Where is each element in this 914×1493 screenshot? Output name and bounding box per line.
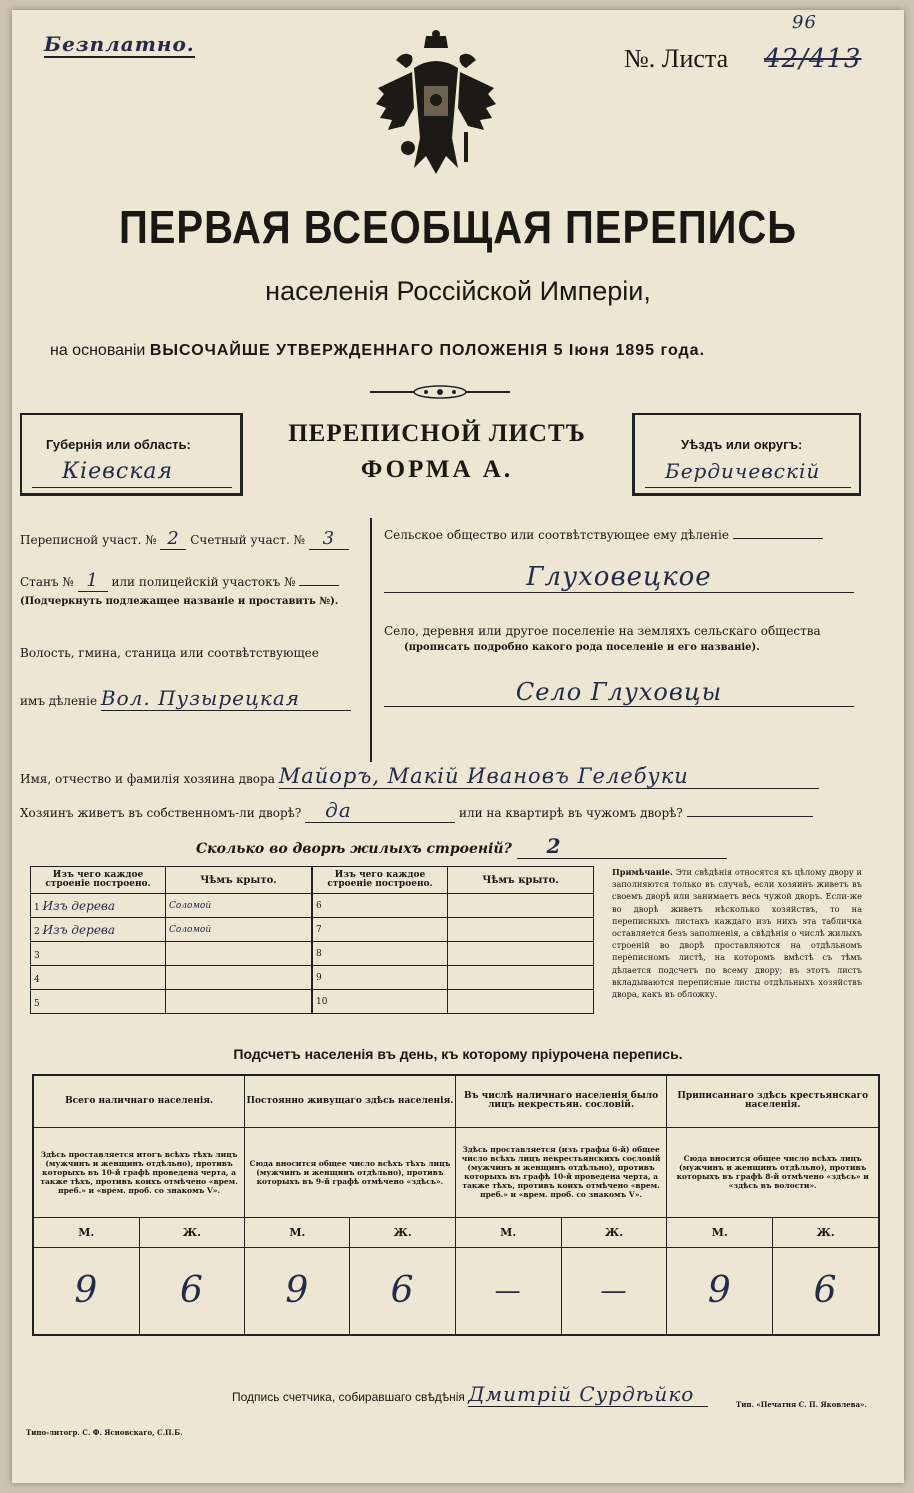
- page-subtitle: населенія Россійской Имперіи,: [265, 276, 651, 306]
- buildings-value: 2: [517, 834, 727, 859]
- total-m: 9: [33, 1247, 139, 1335]
- owner-name-row: Имя, отчество и фамилія хозяина двора Майоръ, Макій Ивановъ Гелебуки: [20, 764, 819, 789]
- signature-label: Подпись счетчика, собиравшаго свѣдѣнія: [232, 1390, 465, 1404]
- buildings-col-roof: Чѣмъ крыто.: [166, 867, 312, 894]
- signature-row: [232, 1382, 708, 1407]
- village-value: Село Глуховцы: [384, 678, 854, 707]
- form-name: ФОРМА А.: [360, 456, 514, 483]
- count-head-total: Всего наличнаго населенія.: [33, 1075, 245, 1127]
- buildings-table-right: Изъ чего каждое строеніе построено. Чѣмъ крыто. 6 7 8 9 10: [312, 866, 594, 1014]
- society-value: Глуховецкое: [384, 562, 854, 593]
- total-f: 6: [139, 1247, 245, 1335]
- underline-note: (Подчеркнуть подлежащее названіе и проставить №).: [20, 596, 339, 607]
- corner-number: 96: [792, 12, 817, 33]
- stan-row: Станъ № 1 или полицейскій участокъ №: [20, 570, 339, 592]
- double-headed-eagle-icon: [374, 28, 498, 178]
- free-label: Безплатно.: [44, 32, 195, 56]
- count-head-nonpeasant: Въ числѣ наличнаго населенія было лицъ некрестьян. сословій.: [455, 1075, 667, 1127]
- peasant-m: 9: [667, 1247, 773, 1335]
- page-title: ПЕРВАЯ ВСЕОБЩАЯ ПЕРЕПИСЬ: [119, 202, 797, 254]
- table-row: 9: [313, 966, 594, 990]
- nonpeasant-f: —: [561, 1247, 667, 1335]
- table-row: 8: [313, 942, 594, 966]
- form-title: ПЕРЕПИСНОЙ ЛИСТЪ: [288, 420, 586, 447]
- uezd-value: Бердичевскій: [665, 459, 821, 483]
- table-row: 1 Изъ дерева Соломой: [31, 894, 312, 918]
- nonpeasant-m: —: [455, 1247, 561, 1335]
- buildings-row: Сколько во дворѣ жилыхъ строеній? 2: [196, 834, 727, 859]
- volost-row: имъ дѣленіе Вол. Пузырецкая: [20, 686, 351, 711]
- note-block: [612, 866, 862, 1000]
- uezd-label: Уѣздъ или округъ:: [681, 437, 803, 452]
- gubernia-label: Губернія или область:: [46, 437, 191, 452]
- owner-name-value: Майоръ, Макій Ивановъ Гелебуки: [279, 764, 819, 789]
- volost-value: Вол. Пузырецкая: [101, 686, 351, 711]
- sheet-no-value: 42/413: [764, 44, 862, 74]
- volost-label: Волость, гмина, станица или соотвѣтствующее: [20, 646, 319, 660]
- owner-own-row: Хозяинъ живетъ въ собственномъ-ли дворѣ? да или на квартирѣ въ чужомъ дворѣ?: [20, 798, 813, 823]
- gubernia-value: Кіевская: [62, 459, 174, 484]
- count-table: Всего наличнаго населенія. Постоянно живущаго здѣсь населенія. Въ числѣ наличнаго населенія было лицъ некрестьян. сословій. Приписаннаго здѣсь крестьянскаго населенія. Здѣсь проставляется итогъ всѣхъ тѣхъ лицъ (мужчинъ и женщинъ отдѣльно), противъ которыхъ въ 10-й графѣ проведена черта, а также тѣхъ, противъ коихъ отмѣчено «врем. преб.» и «врем. проб. со знакомъ V». Сюда вносится общее число всѣхъ тѣхъ лицъ (мужчинъ и женщинъ отдѣльно), противъ которыхъ въ 9-й графѣ отмѣчено «здѣсь». Здѣсь проставляется (изъ графы 6-й) общее число всѣхъ лицъ некрестьянскихъ сословій (мужчинъ и женщинъ отдѣльно), противъ которыхъ въ графѣ 10-й проведена черта, а также тѣхъ, противъ коихъ отмѣчено «врем. преб.» и «врем. проб. со знакомъ V». Сюда вносится общее число всѣхъ лицъ (мужчинъ и женщинъ отдѣльно), противъ которыхъ въ графѣ 8-й отмѣчено «здѣсь» и «здѣсь въ волости». М. Ж. М. Ж. М. Ж. М. Ж. 9 6 9 6 — — 9 6: [32, 1074, 880, 1336]
- basis-line: [50, 342, 705, 360]
- signature-value: Дмитрій Сурдѣйко: [468, 1382, 708, 1407]
- buildings-col-material: Изъ чего каждое строеніе построено.: [31, 867, 166, 894]
- count-head-permanent: Постоянно живущаго здѣсь населенія.: [245, 1075, 456, 1127]
- peasant-f: 6: [773, 1247, 879, 1335]
- gubernia-box: [20, 413, 243, 496]
- table-row: 6: [313, 894, 594, 918]
- census-sheet: [12, 10, 904, 1483]
- note-text: Эти свѣдѣнія относятся къ цѣлому двору и заполняются только въ случаѣ, если хозяинъ живетъ въ своемъ дворѣ или занимаетъ весь чужой дворъ. Если-же во дворѣ живетъ нѣсколько хозяйствъ, то на переписныхъ листахъ каждаго изъ нихъ эта табличка оставляется безъ заполненія, а свѣдѣнія о числѣ жилыхъ строеній во дворѣ проставляются на отдѣльномъ переписномъ листѣ, на которомъ вмѣстѣ съ тѣмъ дѣлается подсчетъ по всему двору; въ этотъ листъ вкладываются переписные листы отдѣльныхъ хозяйствъ двора, какъ въ обложку.: [612, 867, 862, 1000]
- footer-left: Типо-литогр. С. Ф. Ясновскаго, С.П.Б.: [26, 1428, 183, 1437]
- table-row: 4: [31, 966, 312, 990]
- basis-prefix: на основаніи: [50, 342, 146, 359]
- count-head-peasant: Приписаннаго здѣсь крестьянскаго населенія.: [667, 1075, 879, 1127]
- table-row: 7: [313, 918, 594, 942]
- buildings-table-left: [30, 866, 312, 1014]
- village-note: (прописать подробно какого рода поселеніе и его названіе).: [404, 642, 760, 653]
- owner-own-value: да: [305, 798, 455, 823]
- note-title: Примѣчаніе.: [612, 867, 673, 877]
- uchastok-value: 2: [160, 528, 186, 550]
- basis-main: ВЫСОЧАЙШЕ УТВЕРЖДЕННАГО ПОЛОЖЕНІЯ 5 Іюня 1895 года.: [149, 342, 706, 359]
- schetny-value: 3: [309, 528, 349, 550]
- village-label: Село, деревня или другое поселеніе на земляхъ сельскаго общества: [384, 624, 821, 638]
- uezd-box: [632, 413, 861, 496]
- permanent-f: 6: [350, 1247, 455, 1335]
- ornament-divider-icon: [370, 382, 510, 402]
- permanent-m: 9: [245, 1247, 350, 1335]
- uchastok-row: Переписной участ. № 2 Счетный участ. № 3: [20, 528, 349, 550]
- stan-value: 1: [78, 570, 108, 592]
- table-row: 10: [313, 990, 594, 1014]
- society-label: Сельское общество или соотвѣтствующее ему дѣленіе: [384, 528, 823, 542]
- footer-right: Тип. «Печатня С. П. Яковлева».: [736, 1400, 867, 1409]
- table-row: 3: [31, 942, 312, 966]
- count-title: Подсчетъ населенія въ день, къ которому пріурочена перепись.: [233, 1046, 683, 1062]
- sheet-no-label: №. Листа: [624, 44, 729, 73]
- table-row: 2 Изъ дерева Соломой: [31, 918, 312, 942]
- table-row: 5: [31, 990, 312, 1014]
